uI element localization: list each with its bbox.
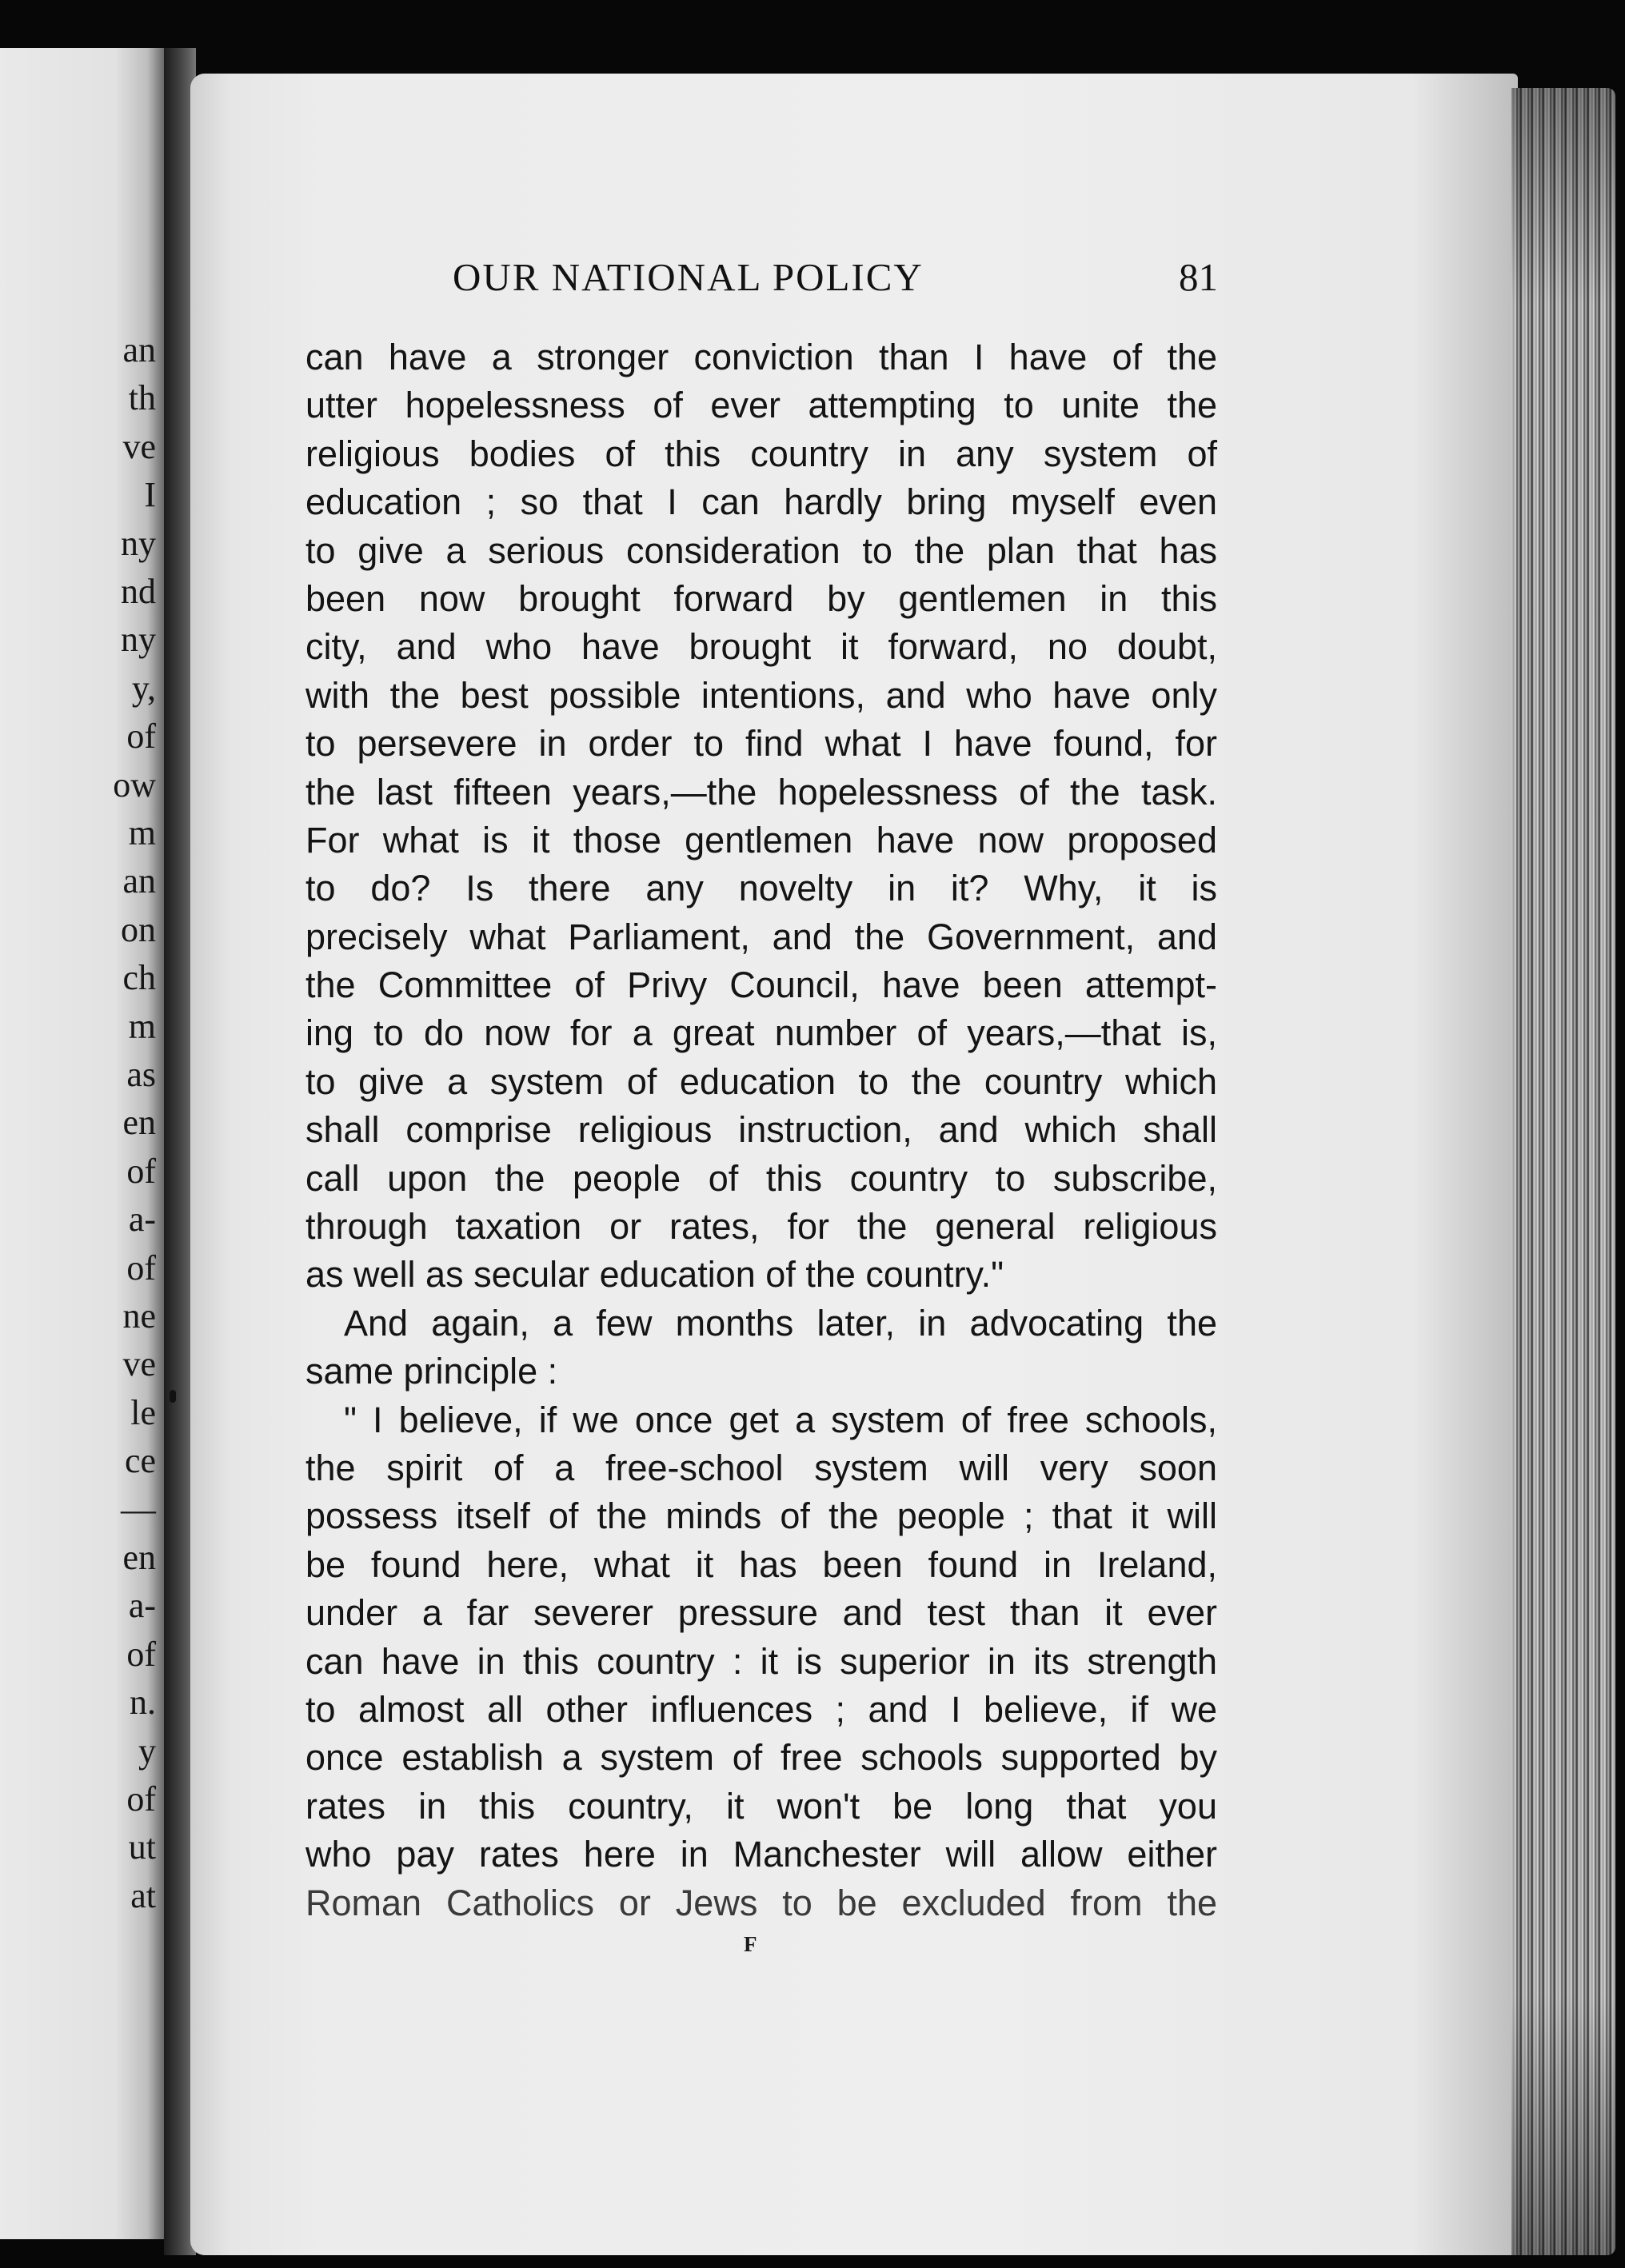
- running-head-title: OUR NATIONAL POLICY: [453, 255, 924, 299]
- previous-page-fragment: ow: [113, 765, 156, 805]
- previous-page-fragment: le: [130, 1392, 156, 1432]
- text-line: been now brought forward by gentlemen in this: [305, 577, 1217, 619]
- text-line: can have a stronger conviction than I have of the: [305, 337, 1217, 377]
- previous-page-fragment: of: [126, 1248, 156, 1288]
- previous-page-fragment: of: [126, 1779, 156, 1819]
- body-text: [305, 333, 1217, 1927]
- text-line: Roman Catholics or Jews to be excluded from the: [305, 1882, 1217, 1923]
- previous-page-fragment: an: [122, 330, 156, 369]
- previous-page-fragment: an: [122, 861, 156, 901]
- previous-page-fragment: en: [122, 1538, 156, 1577]
- previous-page-fragment: ve: [122, 426, 156, 466]
- text-line: as well as secular education of the country.": [305, 1254, 1004, 1296]
- text-line: under a far severer pressure and test than it ever: [305, 1592, 1217, 1634]
- previous-page-fragment: m: [128, 813, 156, 852]
- previous-page-fragment: ut: [128, 1827, 156, 1867]
- gutter-spot: [170, 1390, 176, 1403]
- previous-page-fragment: m: [128, 1006, 156, 1046]
- previous-page-fragment: —: [121, 1489, 156, 1529]
- previous-page-edge: [0, 48, 164, 2239]
- previous-page-fragment: ce: [124, 1441, 156, 1481]
- text-line: utter hopelessness of ever attempting to unite the: [305, 385, 1217, 426]
- previous-page-fragment: ny: [121, 620, 156, 660]
- previous-page-fragment: n.: [130, 1683, 156, 1723]
- previous-page-fragment: y,: [131, 668, 156, 708]
- text-line: to persevere in order to find what I have found, for: [305, 723, 1217, 765]
- previous-page-fragment: en: [122, 1103, 156, 1143]
- text-line: to give a serious consideration to the plan that has: [305, 529, 1217, 571]
- previous-page-fragment: as: [126, 1055, 156, 1094]
- text-line: to do? Is there any novelty in it? Why, it is: [305, 868, 1217, 909]
- text-line: ing to do now for a great number of years,—that is,: [305, 1012, 1217, 1054]
- text-line: For what is it those gentlemen have now proposed: [305, 819, 1217, 860]
- previous-page-fragment: of: [126, 1151, 156, 1191]
- text-line: with the best possible intentions, and who have only: [305, 674, 1217, 716]
- previous-page-fragment: ny: [121, 523, 156, 563]
- text-line: who pay rates here in Manchester will allow either: [305, 1834, 1217, 1875]
- previous-page-fragment: on: [121, 909, 156, 949]
- text-line: same principle :: [305, 1351, 558, 1392]
- previous-page-fragment: ch: [122, 958, 156, 998]
- previous-page-fragment: I: [144, 475, 156, 515]
- text-line: call upon the people of this country to subscribe,: [305, 1157, 1217, 1199]
- previous-page-fragment: y: [138, 1731, 156, 1771]
- text-line: religious bodies of this country in any system of: [305, 433, 1217, 474]
- previous-page-fragment: ne: [122, 1296, 156, 1336]
- previous-page-fragment: ve: [122, 1344, 156, 1384]
- text-line: to almost all other influences ; and I believe, if we: [305, 1688, 1217, 1730]
- previous-page-fragment: a-: [128, 1200, 156, 1240]
- text-line: rates in this country, it won't be long that you: [305, 1785, 1217, 1827]
- page-number: 81: [1179, 255, 1218, 299]
- text-line: shall comprise religious instruction, and which shall: [305, 1109, 1217, 1151]
- text-line: once establish a system of free schools supported by: [305, 1737, 1217, 1779]
- text-line: to give a system of education to the country which: [305, 1060, 1217, 1102]
- previous-page-fragment: of: [126, 1634, 156, 1674]
- text-line: can have in this country : it is superior in its strength: [305, 1640, 1217, 1682]
- text-line: the last fifteen years,—the hopelessness of the task.: [305, 771, 1217, 813]
- text-line: " I believe, if we once get a system of free schools,: [344, 1399, 1217, 1440]
- text-line: through taxation or rates, for the general religious: [305, 1206, 1217, 1248]
- previous-page-fragment: of: [126, 717, 156, 757]
- previous-page-fragment: th: [128, 378, 156, 418]
- text-line: precisely what Parliament, and the Government, and: [305, 916, 1217, 957]
- text-line: the spirit of a free-school system will very soon: [305, 1447, 1217, 1488]
- previous-page-fragment: a-: [128, 1586, 156, 1626]
- signature-mark: F: [744, 1932, 757, 1956]
- text-line: the Committee of Privy Council, have been attempt-: [305, 964, 1217, 1006]
- previous-page-fragment: at: [130, 1875, 156, 1915]
- stacked-page-edges: [1511, 88, 1615, 2255]
- text-line: be found here, what it has been found in Ireland,: [305, 1543, 1217, 1585]
- previous-page-fragment: nd: [121, 572, 156, 611]
- text-line: education ; so that I can hardly bring myself even: [305, 481, 1217, 523]
- text-line: city, and who have brought it forward, no doubt,: [305, 626, 1217, 668]
- text-line: possess itself of the minds of the people ; that it will: [305, 1495, 1217, 1537]
- text-line: And again, a few months later, in advocating the: [344, 1302, 1217, 1344]
